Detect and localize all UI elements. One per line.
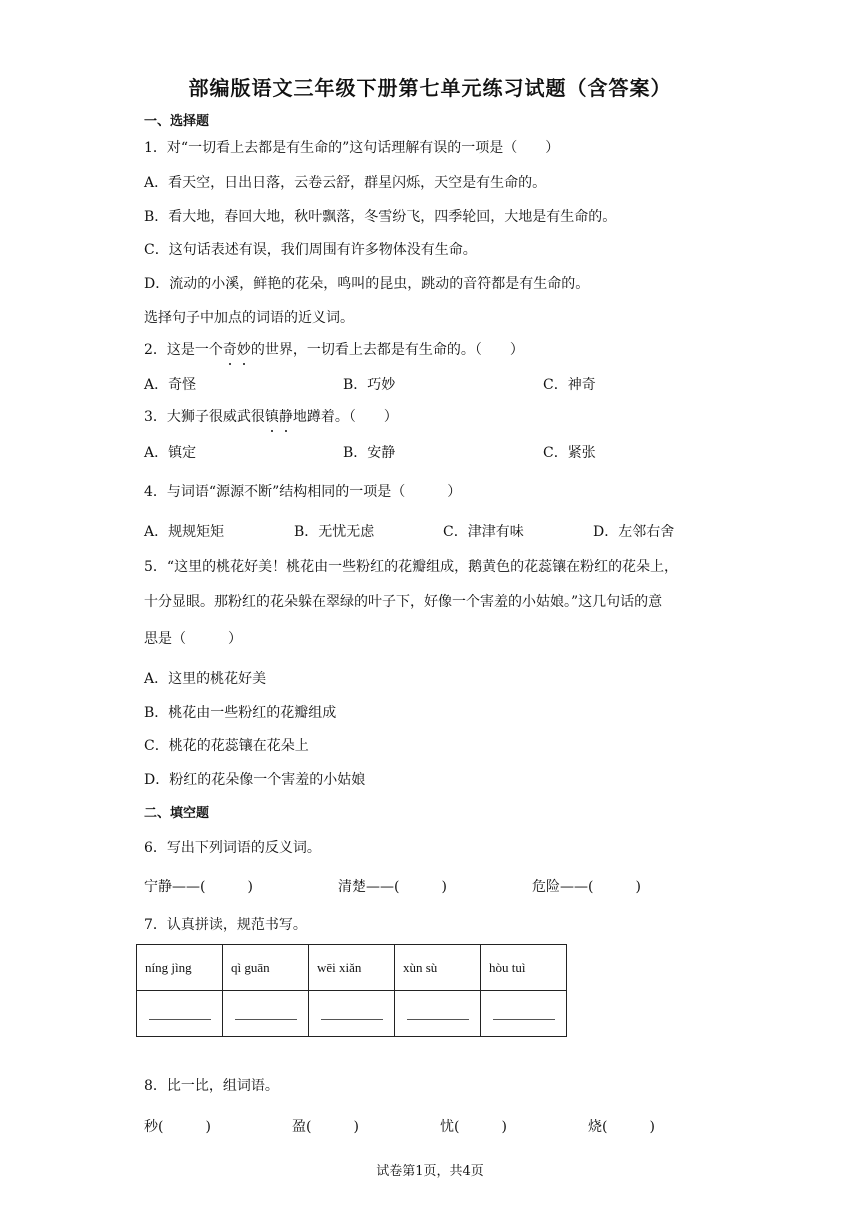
page-title: 部编版语文三年级下册第七单元练习试题（含答案） — [188, 76, 672, 100]
question-1-option-b: B．看大地，春回大地，秋叶飘落，冬雪纷飞，四季轮回，大地是有生命的。 — [144, 209, 617, 225]
answer-row — [137, 991, 567, 1037]
question-2-stem-pre: 2．这是一个 — [144, 342, 223, 358]
compare-word-4: 烧( ) — [588, 1119, 655, 1135]
antonym-blank-3: 危险——( ) — [532, 879, 641, 895]
answer-underline — [407, 1003, 469, 1020]
compare-word-1: 秒( ) — [144, 1119, 211, 1135]
question-1-stem: 1．对“一切看上去都是有生命的”这句话理解有误的一项是（ ） — [144, 140, 560, 156]
question-6-stem: 6．写出下列词语的反义词。 — [144, 840, 321, 856]
answer-cell[interactable] — [309, 991, 395, 1037]
pinyin-cell: níng jìng — [137, 945, 223, 991]
page-footer: 试卷第1页，共4页 — [376, 1164, 484, 1179]
answer-underline — [493, 1003, 555, 1020]
question-5-option-b: B．桃花由一些粉红的花瓣组成 — [144, 705, 337, 721]
answer-underline — [321, 1003, 383, 1020]
dotted-char: 妙 — [236, 342, 251, 358]
pinyin-table — [136, 944, 567, 1037]
answer-underline — [235, 1003, 297, 1020]
antonym-blank-1: 宁静——( ) — [144, 879, 253, 895]
question-2-option-c: C．神奇 — [543, 377, 596, 393]
dotted-char: 静 — [278, 409, 293, 425]
answer-cell[interactable] — [137, 991, 223, 1037]
antonym-blank-2: 清楚——( ) — [338, 879, 447, 895]
compare-word-2: 盈( ) — [292, 1119, 359, 1135]
pinyin-row — [137, 945, 567, 991]
answer-underline — [149, 1003, 211, 1020]
question-2-stem — [144, 340, 524, 360]
question-2-stem-post: 的世界，一切看上去都是有生命的。（ ） — [250, 342, 524, 358]
question-4-option-c: C．津津有味 — [443, 524, 524, 540]
compare-word-3: 忧( ) — [440, 1119, 507, 1135]
question-4-option-a: A．规规矩矩 — [144, 524, 225, 540]
question-3-option-b: B．安静 — [343, 445, 396, 461]
section-heading-fill: 二、填空题 — [144, 806, 210, 821]
question-5-stem-line-3: 思是（ ） — [144, 631, 242, 647]
question-5-stem-line-2: 十分显眼。那粉红的花朵躲在翠绿的叶子下，好像一个害羞的小姑娘。”这几句话的意 — [144, 594, 663, 610]
question-4-option-b: B．无忧无虑 — [294, 524, 375, 540]
section-heading-choice: 一、选择题 — [144, 114, 210, 129]
question-4-option-d: D．左邻右舍 — [593, 524, 675, 540]
question-5-option-a: A．这里的桃花好美 — [144, 671, 267, 687]
question-3-stem-post: 地蹲着。（ ） — [292, 409, 398, 425]
question-3-stem-pre: 3．大狮子很威武很 — [144, 409, 265, 425]
dotted-char: 镇 — [264, 409, 279, 425]
question-5-stem-line-1: 5．“这里的桃花好美！桃花由一些粉红的花瓣组成，鹅黄色的花蕊镶在粉红的花朵上， — [144, 559, 679, 575]
dotted-char: 奇 — [222, 342, 237, 358]
question-5-option-d: D．粉红的花朵像一个害羞的小姑娘 — [144, 772, 366, 788]
question-2-option-b: B．巧妙 — [343, 377, 396, 393]
question-5-option-c: C．桃花的花蕊镶在花朵上 — [144, 738, 309, 754]
question-1-option-a: A．看天空，日出日落，云卷云舒，群星闪烁，天空是有生命的。 — [144, 175, 547, 191]
answer-cell[interactable] — [481, 991, 567, 1037]
pinyin-cell: hòu tuì — [481, 945, 567, 991]
question-3-stem — [144, 407, 398, 427]
pinyin-cell: xùn sù — [395, 945, 481, 991]
pinyin-cell: wēi xiǎn — [309, 945, 395, 991]
question-8-stem: 8．比一比，组词语。 — [144, 1078, 279, 1094]
question-1-option-d: D．流动的小溪，鲜艳的花朵，鸣叫的昆虫，跳动的音符都是有生命的。 — [144, 276, 590, 292]
question-3-option-c: C．紧张 — [543, 445, 596, 461]
answer-cell[interactable] — [395, 991, 481, 1037]
question-2-option-a: A．奇怪 — [144, 377, 197, 393]
question-1-option-c: C．这句话表述有误，我们周围有许多物体没有生命。 — [144, 242, 477, 258]
pinyin-cell: qì guān — [223, 945, 309, 991]
answer-cell[interactable] — [223, 991, 309, 1037]
synonym-instruction: 选择句子中加点的词语的近义词。 — [144, 310, 354, 326]
question-4-stem: 4．与词语“源源不断”结构相同的一项是（ ） — [144, 484, 462, 500]
question-7-stem: 7．认真拼读，规范书写。 — [144, 917, 307, 933]
question-3-option-a: A．镇定 — [144, 445, 197, 461]
